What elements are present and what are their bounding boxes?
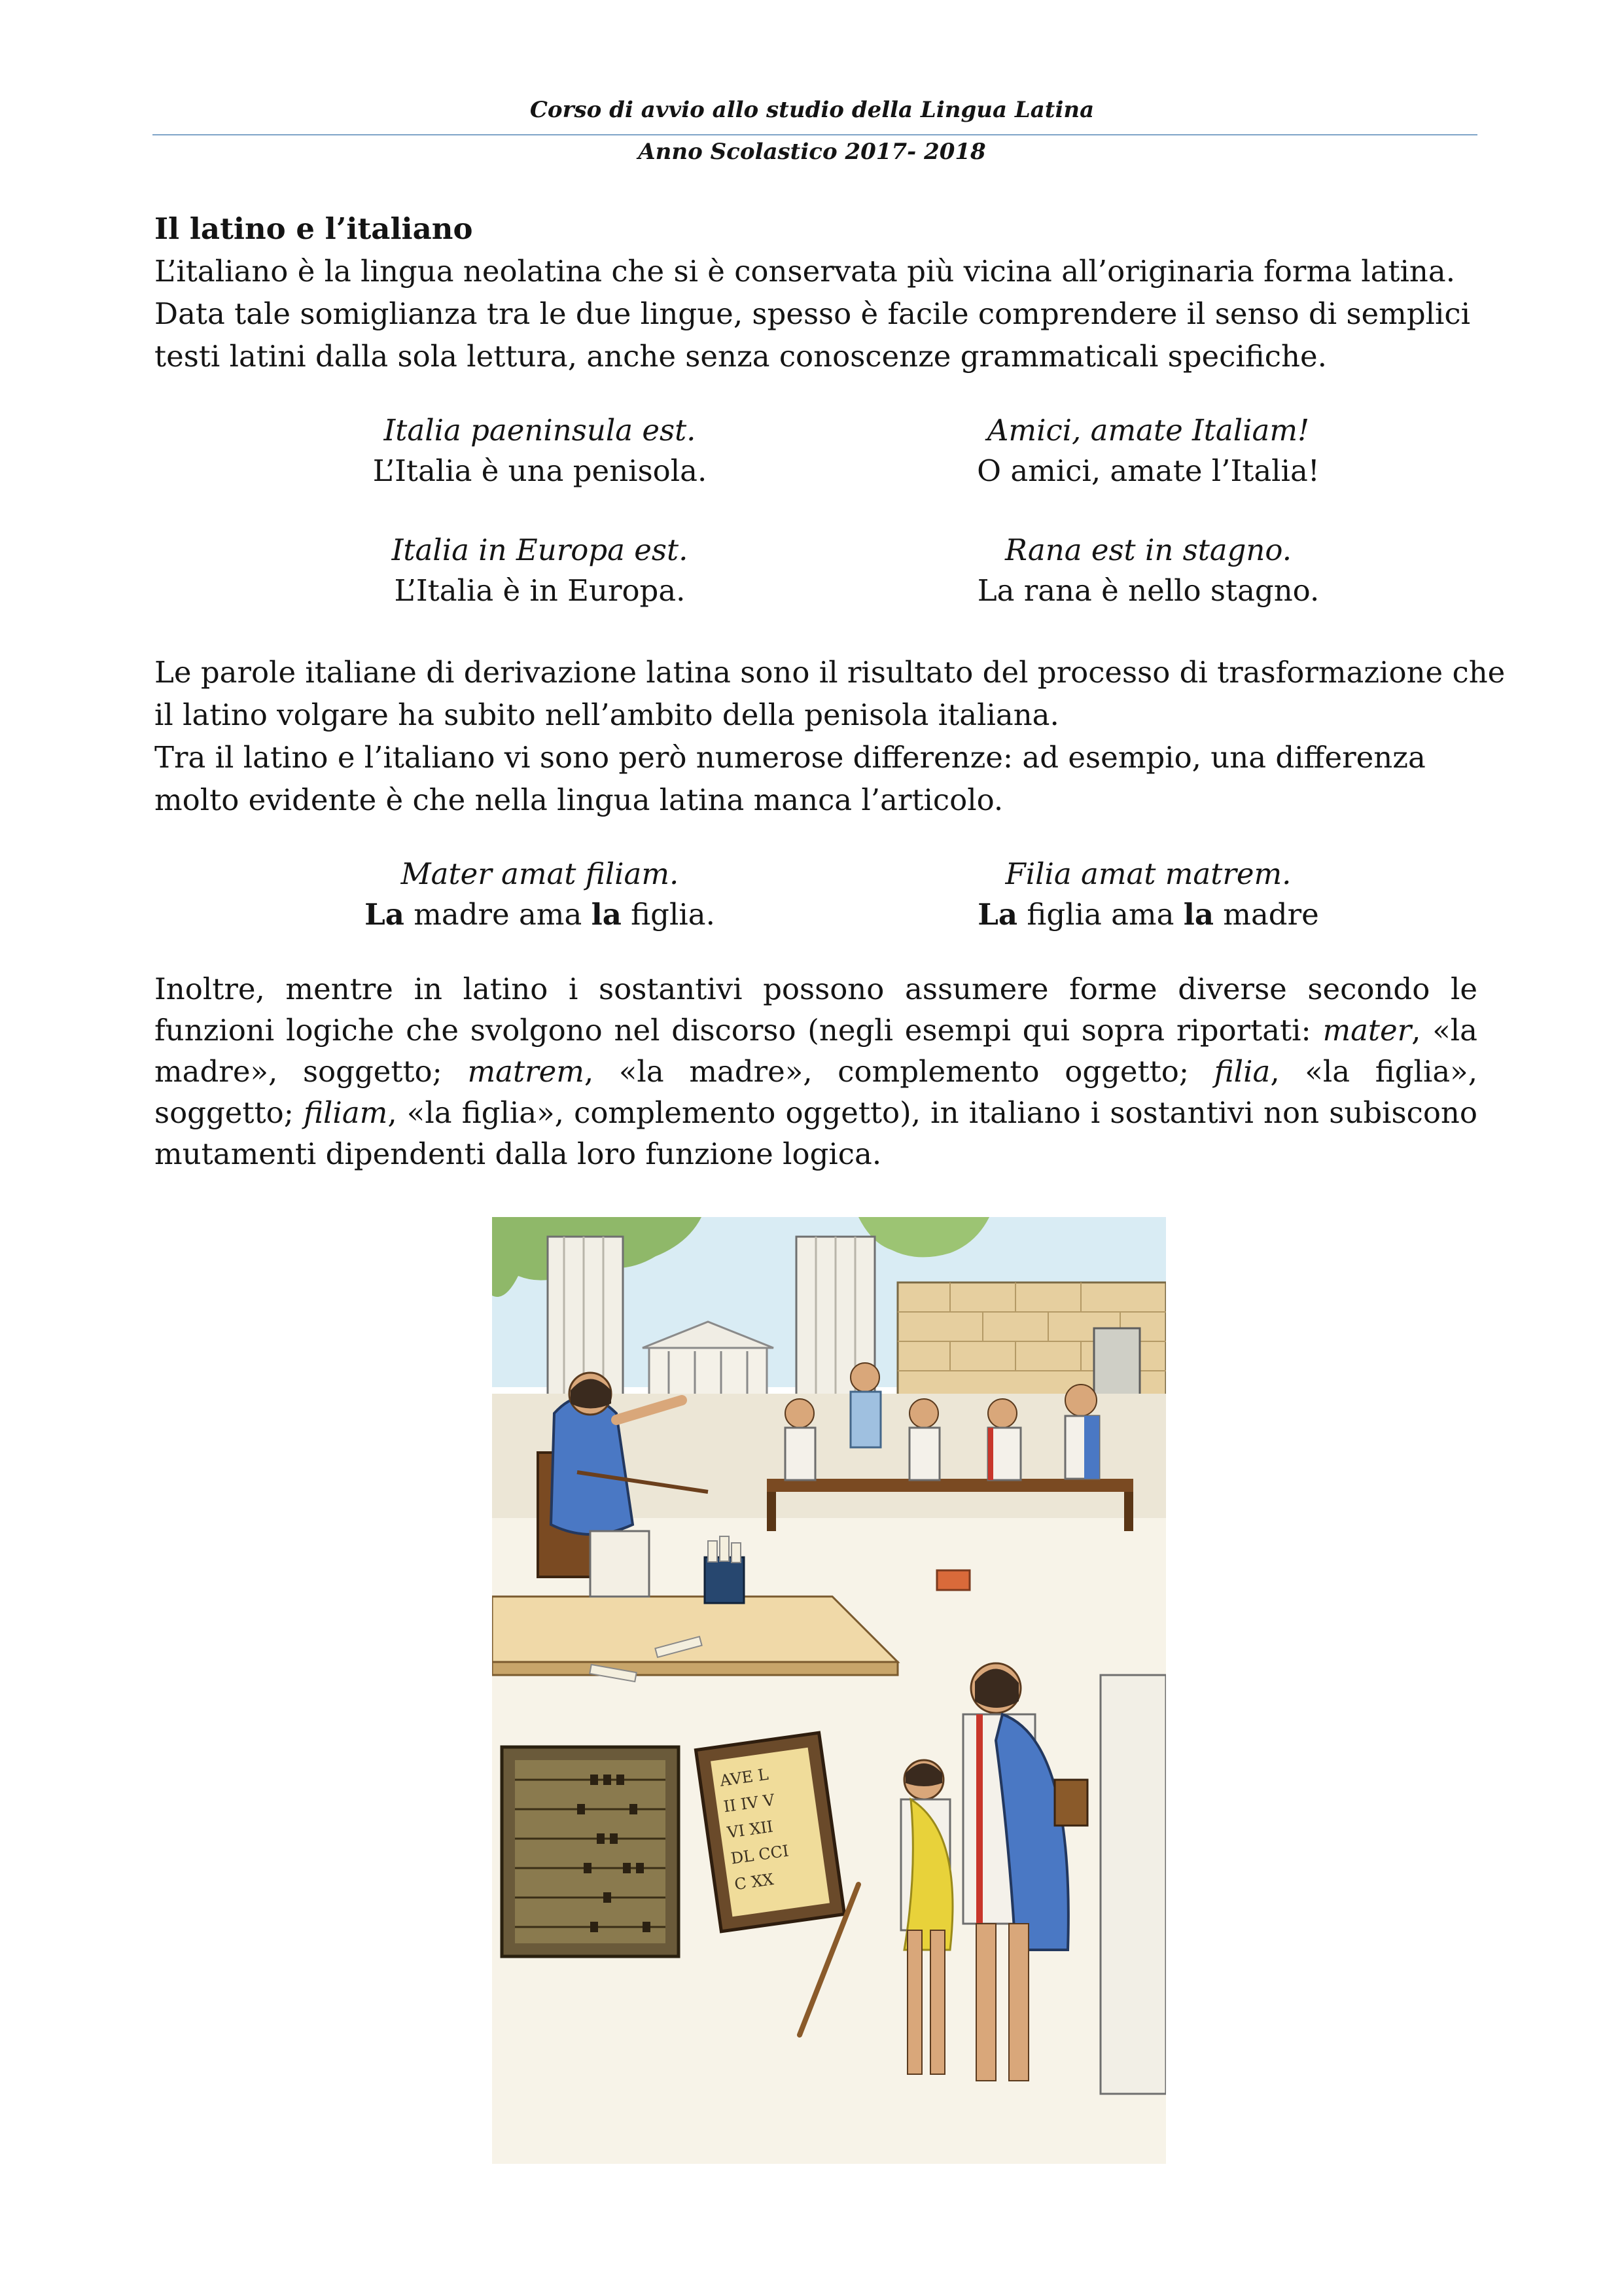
latin-word: matrem [467, 1054, 584, 1089]
tablet-line: II IV V [722, 1790, 776, 1816]
intro-line-1: L’italiano è la lingua neolatina che si è conservata più vicina all’originaria forma latina. [154, 254, 1456, 289]
example-3 [196, 530, 883, 611]
header-rule [152, 134, 1477, 135]
student-figure [909, 1399, 940, 1480]
latin-word: mater [1322, 1013, 1412, 1048]
student-figure [1065, 1385, 1099, 1479]
intro-line-3: testi latini dalla sola lettura, anche senza conoscenze grammaticali specifiche. [154, 339, 1327, 374]
tablet-line: DL CCI [730, 1841, 790, 1868]
example-latin: Italia paeninsula est. [383, 413, 696, 448]
text-span: figlia ama [1017, 897, 1184, 932]
latin-word: filiam [304, 1095, 388, 1130]
text-span: Inoltre, mentre in latino i sostantivi possono assumere forme diverse secondo le funzioni logiche che svolgono nel discorso (negli esempi qui sopra riportati: [154, 972, 1477, 1048]
example-latin: Italia in Europa est. [391, 533, 688, 567]
text-span: madre ama [404, 897, 591, 932]
paragraph-line: il latino volgare ha subito nell’ambito della penisola italiana. [154, 698, 1059, 732]
article-word: la [1183, 897, 1214, 932]
example-italian [805, 894, 1492, 935]
header-course-title: Corso di avvio allo studio della Lingua Latina [529, 97, 1095, 123]
tablet-line: VI XII [726, 1817, 775, 1842]
example-italian: L’Italia è in Europa. [394, 573, 686, 608]
example-4 [805, 530, 1492, 611]
text-span: , «la madre», complemento oggetto; [584, 1054, 1214, 1089]
roman-school-illustration [492, 1217, 1166, 2164]
article-word: la [591, 897, 622, 932]
abacus-icon [502, 1747, 679, 1956]
example-italian: O amici, amate l’Italia! [977, 453, 1320, 488]
example-latin: Filia amat matrem. [1005, 857, 1292, 891]
paragraph-line: molto evidente è che nella lingua latina manca l’articolo. [154, 783, 1004, 817]
article-word: La [364, 897, 404, 932]
text-span: , «la madre», soggetto; [154, 1013, 1477, 1089]
paragraph-cases [154, 968, 1477, 1174]
illustration-svg [492, 1217, 1166, 2164]
column-icon [1101, 1675, 1166, 2094]
wax-tablet-icon [696, 1733, 844, 1932]
text-span: , «la figlia», soggetto; [154, 1054, 1478, 1130]
text-span: madre [1214, 897, 1319, 932]
example-italian [196, 894, 883, 935]
example-latin: Mater amat filiam. [400, 857, 679, 891]
student-figure [851, 1363, 881, 1447]
platform-edge [492, 1662, 898, 1675]
section-title: Il latino e l’italiano [154, 211, 473, 246]
example-italian: La rana è nello stagno. [977, 573, 1320, 608]
paragraph-derivation [154, 651, 1506, 821]
intro-block [154, 207, 1476, 378]
tablet-line: AVE L [718, 1765, 770, 1790]
example-1 [196, 410, 883, 491]
paragraph-line: Tra il latino e l’italiano vi sono però numerose differenze: ad esempio, una differenza [154, 740, 1426, 775]
example-italian: L’Italia è una penisola. [372, 453, 707, 488]
article-example-right [805, 854, 1492, 935]
scroll-basket-icon [705, 1536, 744, 1603]
example-latin: Rana est in stagno. [1004, 533, 1292, 567]
example-2 [805, 410, 1492, 491]
header-school-year: Anno Scolastico 2017- 2018 [638, 139, 986, 165]
article-example-left [196, 854, 883, 935]
teacher-platform [492, 1597, 898, 1662]
text-span: , «la figlia», complemento oggetto), in italiano i sostantivi non subiscono mutamenti dipendenti dalla loro funzione logica. [154, 1095, 1477, 1171]
article-word: La [978, 897, 1018, 932]
student-figure [988, 1399, 1021, 1480]
paragraph-line: Le parole italiane di derivazione latina sono il risultato del processo di trasformazione che [154, 655, 1506, 690]
writing-box [937, 1570, 970, 1590]
statue-niche [1094, 1328, 1140, 1400]
tablet-line: C XX [733, 1870, 775, 1894]
intro-line-2: Data tale somiglianza tra le due lingue, spesso è facile comprendere il senso di semplici [154, 296, 1471, 331]
student-figure [785, 1399, 815, 1480]
latin-word: filia [1214, 1054, 1271, 1089]
text-span: figlia. [621, 897, 715, 932]
example-latin: Amici, amate Italiam! [987, 413, 1310, 448]
